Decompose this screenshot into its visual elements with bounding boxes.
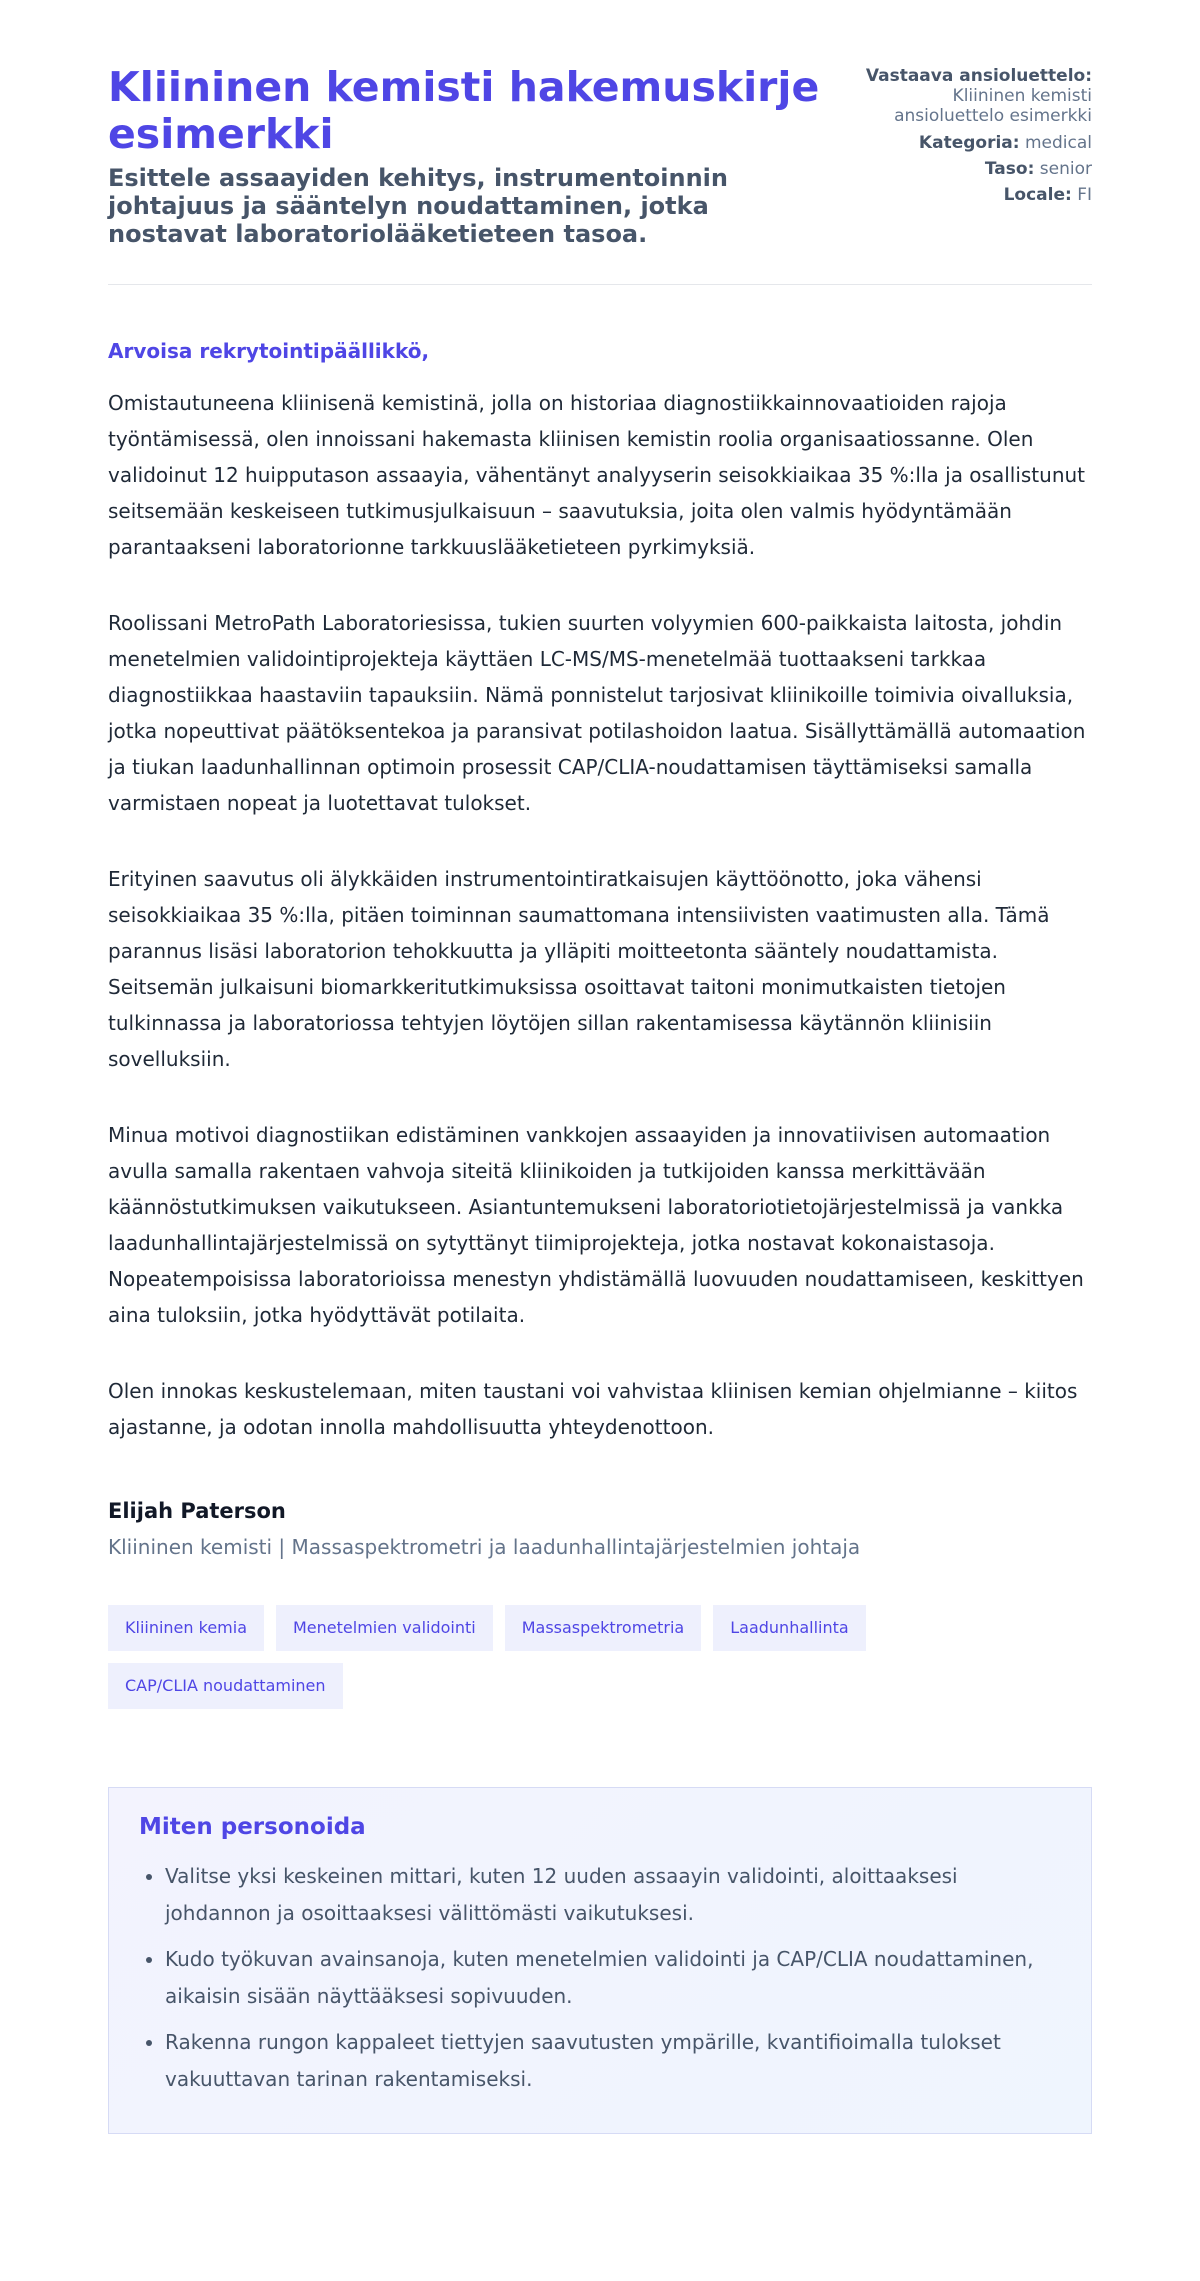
letter-paragraph: Omistautuneena kliinisenä kemistinä, jolla on historiaa diagnostiikkainnovaatioiden rajoja työntämisessä, olen innoissani hakemasta kliinisen kemistin roolia organisaatiossanne. Olen validoinut 12 huipputason assaayia, vähentänyt analyyserin seisokkiaikaa 35 %:lla ja osallistunut seitsemään keskeiseen tutkimusjulkaisuun – saavutuksia, joita olen valmis hyödyntämään parantaakseni laboratorionne tarkkuuslääketieteen pyrkimyksiä. <box>108 391 1086 559</box>
page-subtitle: Esittele assaayiden kehitys, instrumentoinnin johtajuus ja sääntelyn noudattaminen, jotka nostavat laboratoriolääketieteen tasoa. <box>108 164 728 248</box>
skill-tag[interactable]: CAP/CLIA noudattaminen <box>108 1663 343 1709</box>
signature-block <box>108 1499 1092 1559</box>
tips-list <box>139 1858 1061 2098</box>
meta-level-value: senior <box>1039 159 1092 179</box>
meta-resume <box>852 66 1092 126</box>
letter-paragraph: Erityinen saavutus oli älykkäiden instrumentointiratkaisujen käyttöönotto, joka vähensi seisokkiaikaa 35 %:lla, pitäen toiminnan saumattomana intensiivisten vaatimusten alla. Tämä parannus lisäsi laboratorion tehokkuutta ja ylläpiti moitteetonta sääntely noudattamista. Seitsemän julkaisuni biomarkkeritutkimuksissa osoittavat taitoni monimutkaisten tietojen tulkinnassa ja laboratoriossa tehtyjen löytöjen sillan rakentamisessa käytännön kliinisiin sovelluksiin. <box>108 867 1050 1071</box>
meta-resume-value[interactable]: Kliininen kemisti ansioluettelo esimerkki <box>894 86 1092 126</box>
signature-role: Kliininen kemisti | Massaspektrometri ja laadunhallintajärjestelmien johtaja <box>108 1535 861 1559</box>
letter-body <box>108 385 1092 1445</box>
skill-tag[interactable]: Massaspektrometria <box>505 1605 702 1651</box>
skill-tag[interactable]: Laadunhallinta <box>713 1605 865 1651</box>
meta-panel <box>852 66 1092 211</box>
title-block <box>108 64 828 248</box>
tips-item: • Rakenna rungon kappaleet tiettyjen saavutusten ympärille, kvantifioimalla tulokset vakuuttavan tarinan rakentamiseksi. <box>165 2024 1061 2098</box>
skill-tag[interactable]: Menetelmien validointi <box>276 1605 493 1651</box>
meta-locale-value: FI <box>1077 185 1092 205</box>
meta-resume-label: Vastaava ansioluettelo: <box>865 66 1092 86</box>
signature-name: Elijah Paterson <box>108 1499 286 1523</box>
skill-tags <box>108 1605 1092 1709</box>
page-header <box>108 64 1092 285</box>
page-title: Kliininen kemisti hakemuskirje esimerkki <box>108 63 820 158</box>
meta-level-label: Taso: <box>984 159 1035 179</box>
tips-title: Miten personoida <box>139 1814 366 1840</box>
meta-category-value: medical <box>1024 133 1092 153</box>
tips-item: • Kudo työkuvan avainsanoja, kuten menetelmien validointi ja CAP/CLIA noudattaminen, aikaisin sisään näyttääksesi sopivuuden. <box>165 1941 1061 2015</box>
skill-tag[interactable]: Kliininen kemia <box>108 1605 264 1651</box>
meta-level <box>852 159 1092 179</box>
letter-paragraph: Olen innokas keskustelemaan, miten taustani voi vahvistaa kliinisen kemian ohjelmianne – kiitos ajastanne, ja odotan innolla mahdollisuutta yhteydenottoon. <box>108 1379 1078 1439</box>
meta-category <box>852 133 1092 153</box>
letter-salutation: Arvoisa rekrytointipäällikkö, <box>108 339 430 363</box>
meta-category-label: Kategoria: <box>918 133 1020 153</box>
letter-paragraph: Minua motivoi diagnostiikan edistäminen vankkojen assaayiden ja innovatiivisen automaation avulla samalla rakentaen vahvoja siteitä kliinikoiden ja tutkijoiden kanssa merkittävään käännöstutkimuksen vaikutukseen. Asiantuntemukseni laboratoriotietojärjestelmissä ja vankka laadunhallintajärjestelmissä on sytyttänyt tiimiprojekteja, jotka nostavat kokonaistasoja. Nopeatempoisissa laboratorioissa menestyn yhdistämällä luovuuden noudattamiseen, keskittyen aina tuloksiin, jotka hyödyttävät potilaita. <box>108 1123 1084 1327</box>
tips-item: • Valitse yksi keskeinen mittari, kuten 12 uuden assaayin validointi, aloittaaksesi johdannon ja osoittaaksesi välittömästi vaikutuksesi. <box>165 1858 1061 1932</box>
meta-locale-label: Locale: <box>1003 185 1072 205</box>
meta-locale <box>852 185 1092 205</box>
personalization-tips <box>108 1787 1092 2134</box>
letter-paragraph: Roolissani MetroPath Laboratoriesissa, tukien suurten volyymien 600-paikkaista laitosta, johdin menetelmien validointiprojekteja käyttäen LC-MS/MS-menetelmää tuottaakseni tarkkaa diagnostiikkaa haastaviin tapauksiin. Nämä ponnistelut tarjosivat kliinikoille toimivia oivalluksia, jotka nopeuttivat päätöksentekoa ja paransivat potilashoidon laatua. Sisällyttämällä automaation ja tiukan laadunhallinnan optimoin prosessit CAP/CLIA-noudattamisen täyttämiseksi samalla varmistaen nopeat ja luotettavat tulokset. <box>108 611 1086 815</box>
